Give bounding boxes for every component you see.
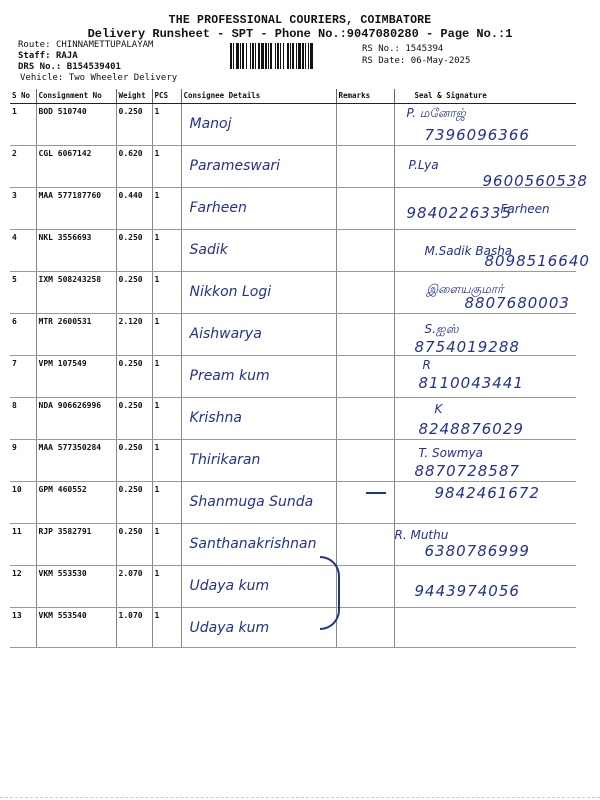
company-name: THE PROFESSIONAL COURIERS, COIMBATORE xyxy=(168,14,432,27)
cell-weight: 0.250 xyxy=(116,356,152,398)
cell-consignee xyxy=(181,398,336,440)
signature-scribble: R xyxy=(422,358,431,372)
cell-remarks xyxy=(336,524,394,566)
cell-signature xyxy=(394,230,590,272)
cell-pcs: 1 xyxy=(152,146,181,188)
signature-scribble: P. மனோஜ் xyxy=(406,106,466,120)
table-row xyxy=(10,398,576,440)
cell-consignee xyxy=(181,230,336,272)
drs-line xyxy=(18,62,121,72)
cell-sno: 1 xyxy=(10,104,36,146)
cell-signature xyxy=(394,188,576,230)
cell-consignment-no: MAA 577350284 xyxy=(36,440,116,482)
cell-consignment-no: MAA 577187760 xyxy=(36,188,116,230)
handwritten-phone: 8870728587 xyxy=(414,462,520,480)
rs-date-line xyxy=(362,56,470,66)
drs-label: DRS No.: xyxy=(18,62,62,72)
vehicle-value: Two Wheeler Delivery xyxy=(68,73,178,83)
cell-signature xyxy=(394,440,576,482)
cell-sno: 13 xyxy=(10,608,36,648)
cell-signature xyxy=(394,566,576,608)
rs-no-label: RS No.: xyxy=(362,44,400,54)
handwritten-phone: 8098516640 xyxy=(484,252,590,270)
route-line xyxy=(18,40,153,50)
handwritten-phone: 9840226335 xyxy=(406,204,512,222)
signature-scribble: இளையகுமார் xyxy=(426,282,504,296)
table-row xyxy=(10,566,576,608)
handwritten-phone: 9600560538 xyxy=(482,172,588,190)
cell-pcs: 1 xyxy=(152,272,181,314)
cell-consignment-no: CGL 6067142 xyxy=(36,146,116,188)
cell-signature xyxy=(394,608,576,648)
cell-consignment-no: MTR 2600531 xyxy=(36,314,116,356)
consignee-handwritten-name: Nikkon Logi xyxy=(189,284,272,300)
cell-signature xyxy=(394,146,588,190)
consignee-handwritten-name: Krishna xyxy=(189,410,242,426)
cell-pcs: 1 xyxy=(152,230,181,272)
cell-pcs: 1 xyxy=(152,566,181,608)
cell-weight: 0.250 xyxy=(116,398,152,440)
cell-remarks xyxy=(336,104,394,146)
cell-consignee xyxy=(181,482,336,524)
barcode xyxy=(230,43,354,69)
col-signature: Seal & Signature xyxy=(394,89,576,104)
cell-sno: 5 xyxy=(10,272,36,314)
cell-consignee xyxy=(181,566,336,608)
consignee-handwritten-name: Manoj xyxy=(189,116,232,132)
cell-remarks xyxy=(336,566,394,608)
consignee-handwritten-name: Udaya kum xyxy=(189,620,270,636)
cell-sno: 7 xyxy=(10,356,36,398)
table-row xyxy=(10,524,576,566)
cell-remarks xyxy=(336,440,394,482)
cell-consignee xyxy=(181,524,336,566)
cell-sno: 10 xyxy=(10,482,36,524)
table-row xyxy=(10,440,576,482)
col-sno: S No xyxy=(10,89,36,104)
cell-consignment-no: RJP 3582791 xyxy=(36,524,116,566)
cell-weight: 0.620 xyxy=(116,146,152,188)
table-row xyxy=(10,104,576,146)
col-consignment: Consignment No xyxy=(36,89,116,104)
cell-weight: 0.250 xyxy=(116,104,152,146)
staff-line xyxy=(18,51,78,61)
cell-signature xyxy=(394,398,576,440)
cell-pcs: 1 xyxy=(152,188,181,230)
cell-weight: 0.250 xyxy=(116,482,152,524)
consignee-handwritten-name: Farheen xyxy=(189,200,247,216)
table-row xyxy=(10,356,576,398)
staff-label: Staff: xyxy=(18,51,51,61)
rs-no-value: 1545394 xyxy=(405,44,444,54)
cell-remarks xyxy=(336,230,394,272)
cell-consignee xyxy=(181,608,336,648)
cell-consignee xyxy=(181,356,336,398)
table-row xyxy=(10,230,576,272)
cell-weight: 0.250 xyxy=(116,524,152,566)
cell-signature xyxy=(394,314,576,356)
handwritten-phone: 6380786999 xyxy=(424,542,530,560)
drs-value: B154539401 xyxy=(66,62,121,72)
cell-consignment-no: VKM 553530 xyxy=(36,566,116,608)
table-row xyxy=(10,146,576,188)
signature-scribble: R. Muthu xyxy=(394,528,449,542)
cell-remarks xyxy=(336,608,394,648)
handwritten-phone: 7396096366 xyxy=(424,126,530,144)
handwritten-phone: 9842461672 xyxy=(434,484,540,502)
barcode-bar xyxy=(313,43,315,69)
cell-weight: 2.070 xyxy=(116,566,152,608)
cell-consignee xyxy=(181,440,336,482)
cell-weight: 0.440 xyxy=(116,188,152,230)
cell-sno: 12 xyxy=(10,566,36,608)
cell-weight: 0.250 xyxy=(116,230,152,272)
cell-sno: 2 xyxy=(10,146,36,188)
cell-sno: 11 xyxy=(10,524,36,566)
cell-consignment-no: IXM 508243258 xyxy=(36,272,116,314)
staff-value: RAJA xyxy=(55,51,78,61)
route-value: CHINNAMETTUPALAYAM xyxy=(55,40,154,50)
col-remarks: Remarks xyxy=(336,89,394,104)
cell-pcs: 1 xyxy=(152,356,181,398)
cell-signature xyxy=(394,104,576,146)
cell-pcs: 1 xyxy=(152,314,181,356)
consignee-handwritten-name: Aishwarya xyxy=(189,326,262,342)
signature-scribble: Farheen xyxy=(500,202,550,216)
handwritten-phone: 8110043441 xyxy=(418,374,524,392)
cell-remarks xyxy=(336,482,394,524)
cell-pcs: 1 xyxy=(152,440,181,482)
cell-weight: 2.120 xyxy=(116,314,152,356)
handwritten-phone: 8754019288 xyxy=(414,338,520,356)
cell-remarks xyxy=(336,356,394,398)
route-label: Route: xyxy=(18,40,51,50)
cell-consignee xyxy=(181,272,336,314)
consignee-handwritten-name: Shanmuga Sunda xyxy=(189,494,314,510)
cell-signature xyxy=(394,482,576,524)
cell-weight: 0.250 xyxy=(116,272,152,314)
col-consignee: Consignee Details xyxy=(181,89,336,104)
consignee-handwritten-name: Sadik xyxy=(189,242,228,258)
cell-consignment-no: NKL 3556693 xyxy=(36,230,116,272)
signature-scribble: S.ஐஸ் xyxy=(424,322,459,336)
cell-consignment-no: VPM 107549 xyxy=(36,356,116,398)
vehicle-label: Vehicle: xyxy=(20,73,64,83)
rs-date-label: RS Date: xyxy=(362,56,406,66)
cell-remarks xyxy=(336,146,394,188)
cell-signature xyxy=(394,356,576,398)
cell-consignment-no: GPM 460552 xyxy=(36,482,116,524)
consignee-handwritten-name: Udaya kum xyxy=(189,578,270,594)
table-row xyxy=(10,272,576,314)
cell-consignment-no: NDA 906626996 xyxy=(36,398,116,440)
cell-remarks xyxy=(336,398,394,440)
signature-dash xyxy=(366,492,386,494)
cell-weight: 0.250 xyxy=(116,440,152,482)
cell-sno: 4 xyxy=(10,230,36,272)
vehicle-line xyxy=(20,73,177,83)
col-weight: Weight xyxy=(116,89,152,104)
consignee-handwritten-name: Thirikaran xyxy=(189,452,261,468)
cell-consignee xyxy=(181,104,336,146)
runsheet-title: Delivery Runsheet - SPT - Phone No.:9047080280 - Page No.:1 xyxy=(87,27,513,41)
cell-remarks xyxy=(336,272,394,314)
cell-consignee xyxy=(181,146,336,188)
brace-mark xyxy=(320,556,340,630)
cell-weight: 1.070 xyxy=(116,608,152,648)
table-row xyxy=(10,608,576,648)
cell-sno: 6 xyxy=(10,314,36,356)
delivery-table xyxy=(10,89,590,648)
cell-remarks xyxy=(336,188,394,230)
table-row xyxy=(10,482,576,524)
consignee-handwritten-name: Pream kum xyxy=(189,368,270,384)
cell-signature xyxy=(394,272,576,314)
cell-pcs: 1 xyxy=(152,104,181,146)
page-edge xyxy=(0,797,600,798)
handwritten-phone: 8248876029 xyxy=(418,420,524,438)
signature-scribble: M.Sadik Basha xyxy=(424,244,513,258)
cell-pcs: 1 xyxy=(152,482,181,524)
cell-sno: 9 xyxy=(10,440,36,482)
rs-date-value: 06-May-2025 xyxy=(410,56,471,66)
cell-consignment-no: VKM 553540 xyxy=(36,608,116,648)
table-row xyxy=(10,314,576,356)
handwritten-phone: 9443974056 xyxy=(414,582,520,600)
cell-pcs: 1 xyxy=(152,524,181,566)
rs-no-line xyxy=(362,44,443,54)
cell-pcs: 1 xyxy=(152,398,181,440)
cell-consignment-no: BOD 510740 xyxy=(36,104,116,146)
cell-consignee xyxy=(181,188,336,230)
cell-remarks xyxy=(336,314,394,356)
cell-consignee xyxy=(181,314,336,356)
consignee-handwritten-name: Santhanakrishnan xyxy=(189,536,317,552)
consignee-handwritten-name: Parameswari xyxy=(189,158,281,174)
cell-sno: 8 xyxy=(10,398,36,440)
col-pcs: PCS xyxy=(152,89,181,104)
cell-sno: 3 xyxy=(10,188,36,230)
table-row xyxy=(10,188,576,230)
table-header-row xyxy=(10,89,576,104)
signature-scribble: K xyxy=(434,402,443,416)
signature-scribble: P.Lya xyxy=(408,158,439,172)
cell-signature xyxy=(394,524,576,566)
cell-pcs: 1 xyxy=(152,608,181,648)
handwritten-phone: 8807680003 xyxy=(464,294,570,312)
signature-scribble: T. Sowmya xyxy=(418,446,483,460)
